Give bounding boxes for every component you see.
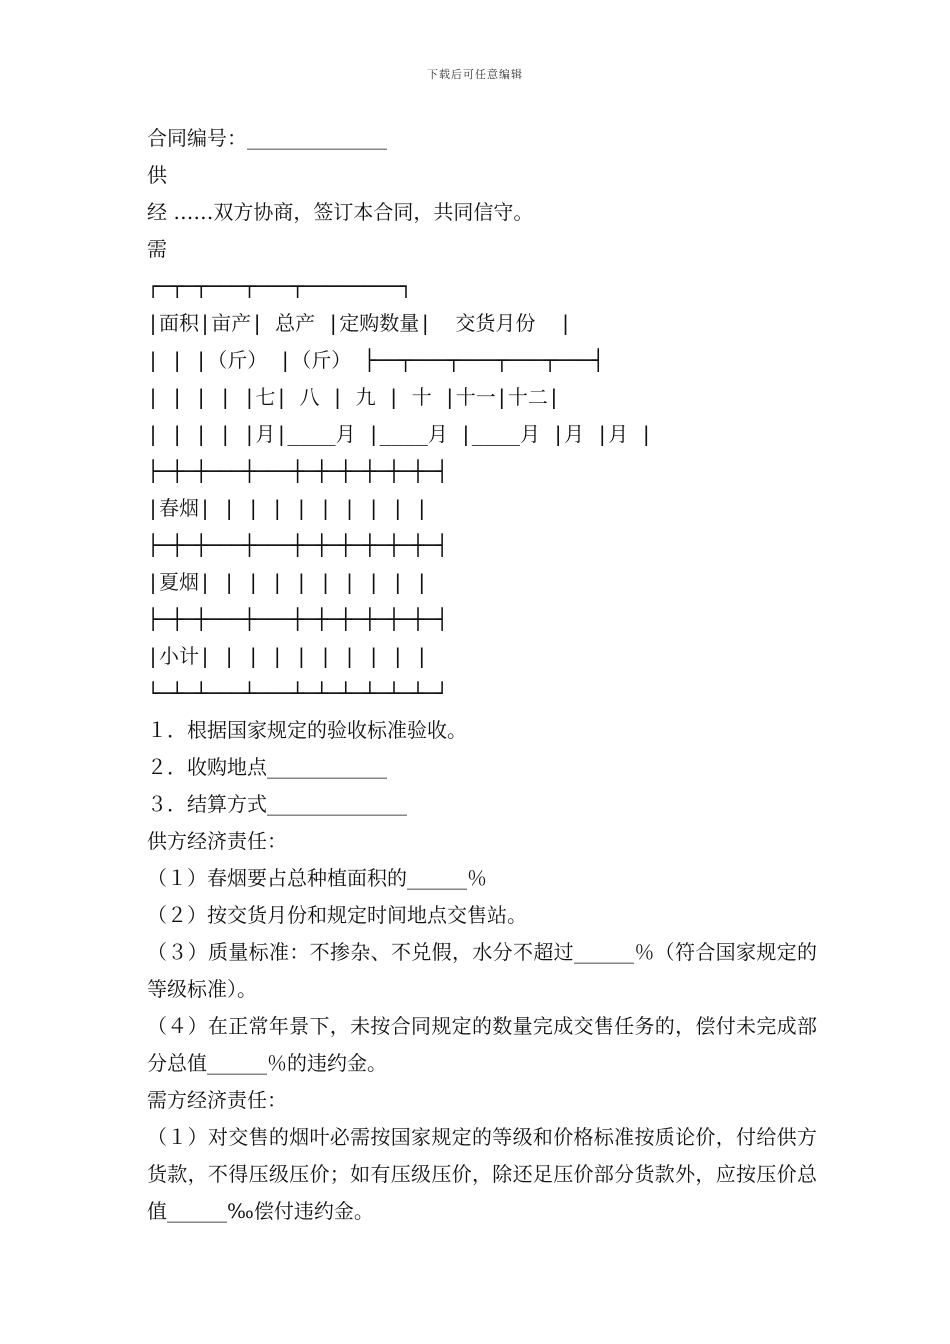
table-line: ┌─┬─┬───┬───┬────────┐ [147, 274, 412, 298]
demand-label: 需 [147, 237, 167, 261]
clause-item: １．根据国家规定的验收标准验收。 [147, 718, 467, 742]
supply-label: 供 [147, 163, 167, 187]
clause-item: ３．结算方式______________ [147, 792, 407, 816]
text-table [147, 268, 817, 712]
supplier-title: 供方经济责任： [147, 829, 287, 853]
table-line: |小计| | | | | | | | | | [147, 644, 428, 668]
supplier-item: （４）在正常年景下，未按合同规定的数量完成交售任务的，偿付未完成部分总值______％的违约金。 [147, 1014, 817, 1075]
table-line: └─┴─┴───┴───┴─┴─┴─┴─┴─┴─┘ [147, 681, 449, 705]
supplier-item: （３）质量标准：不掺杂、不兑假，水分不超过______％（符合国家规定的等级标准）。 [147, 940, 817, 1001]
supplier-item: （２）按交货月份和规定时间地点交售站。 [147, 903, 527, 927]
document-body [147, 120, 817, 1230]
table-line: | | | | |七| 八 | 九 | 十 |十一|十二| [147, 385, 560, 409]
table-line: | | | | |月|____月 |____月 |____月 |月 |月 | [147, 422, 653, 446]
clause-item: ２．收购地点____________ [147, 755, 387, 779]
table-line: |面积|亩产| 总产 |定购数量| 交货月份 | [147, 311, 572, 335]
buyer-title: 需方经济责任： [147, 1088, 287, 1112]
table-line: ├─┼─┼───┼───┼─┼─┼─┼─┼─┼─┤ [147, 459, 449, 483]
table-line: |春烟| | | | | | | | | | [147, 496, 428, 520]
contract-number: 合同编号：______________ [147, 126, 387, 150]
page-header: 下载后可任意编辑 [427, 68, 523, 81]
agreement-line: 经 ……双方协商，签订本合同，共同信守。 [147, 200, 534, 224]
buyer-item: （１）对交售的烟叶必需按国家规定的等级和价格标准按质论价，付给供方货款，不得压级压价；如有压级压价，除还足压价部分货款外，应按压价总值______‰偿付违约金。 [147, 1125, 817, 1223]
supplier-item: （１）春烟要占总种植面积的______％ [147, 866, 487, 890]
table-line: | | |（斤） |（斤） ├──┬───┬───┬───┬───┤ [147, 348, 605, 372]
table-line: ├─┼─┼───┼───┼─┼─┼─┼─┼─┼─┤ [147, 607, 449, 631]
table-line: ├─┼─┼───┼───┼─┼─┼─┼─┼─┼─┤ [147, 533, 449, 557]
table-line: |夏烟| | | | | | | | | | [147, 570, 428, 594]
